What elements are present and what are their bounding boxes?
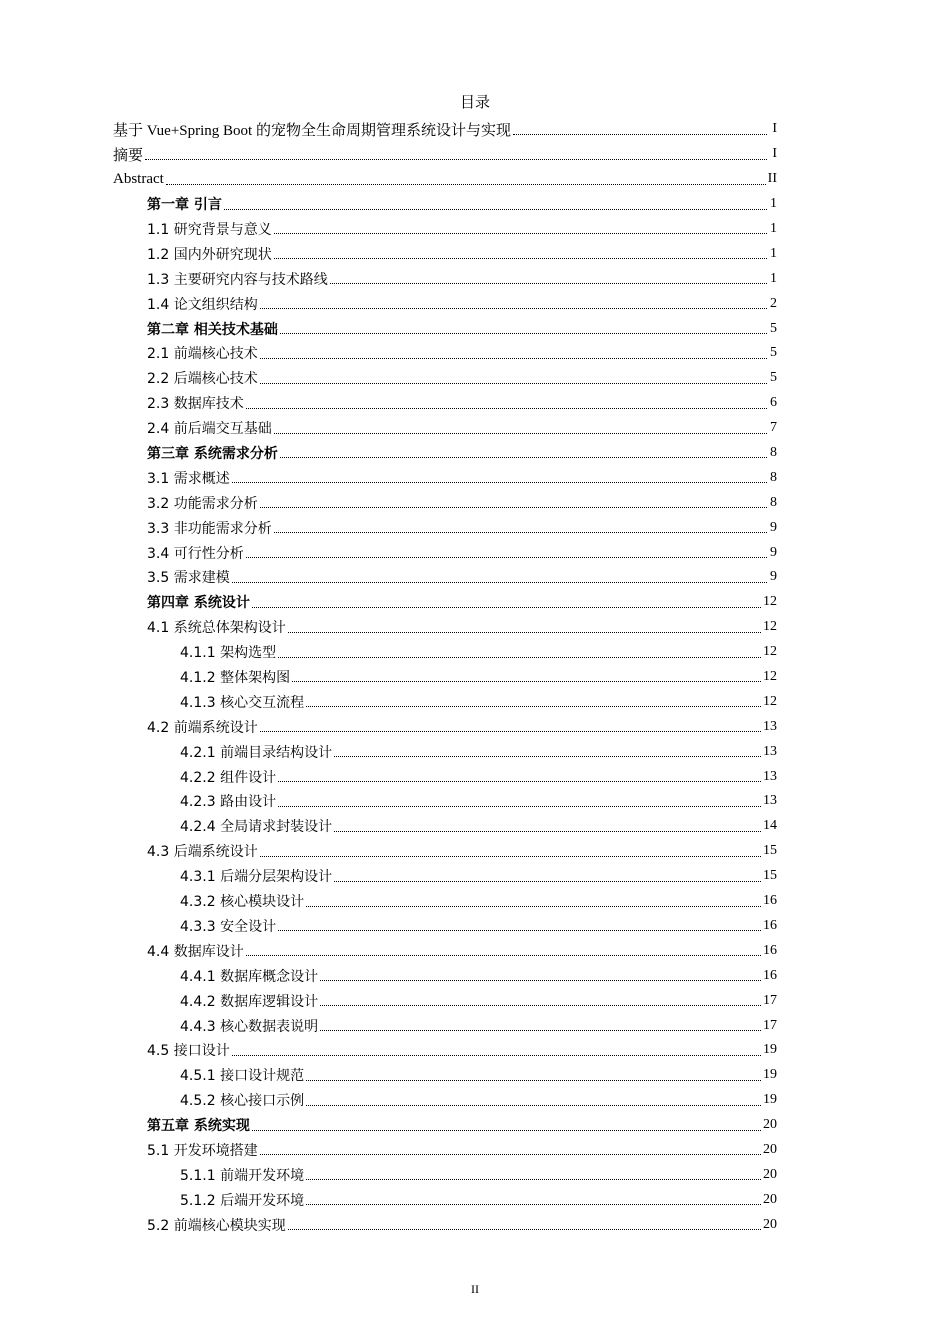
toc-entry[interactable] [113, 465, 777, 490]
toc-entry-page: 15 [763, 868, 777, 884]
toc-entry-page: 1 [770, 270, 777, 286]
toc-entry-page: 12 [763, 644, 777, 660]
toc-entry[interactable] [113, 689, 777, 714]
toc-entry-page: 5 [770, 320, 777, 336]
toc-entry-page: 19 [763, 1042, 777, 1058]
toc-entry[interactable] [113, 142, 777, 167]
toc-entry[interactable] [113, 1038, 777, 1063]
toc-entry-page: 20 [763, 1216, 777, 1232]
toc-entry-title: 2.4 前后端交互基础 [147, 421, 272, 438]
toc-entry[interactable] [113, 1113, 777, 1138]
toc-entry-page: 20 [763, 1166, 777, 1182]
toc-dot-leader [292, 681, 761, 682]
toc-entry[interactable] [113, 914, 777, 939]
toc-entry-title: 4.2.4 全局请求封装设计 [180, 819, 333, 836]
toc-entry-title: 3.2 功能需求分析 [147, 495, 258, 512]
toc-entry-page: 20 [763, 1141, 777, 1157]
page-title: 目录 [459, 93, 490, 111]
toc-entry-page: 8 [770, 469, 777, 485]
toc-entry[interactable] [113, 839, 777, 864]
toc-dot-leader [232, 582, 767, 583]
toc-entry-title: 4.3 后端系统设计 [147, 844, 258, 861]
toc-dot-leader [306, 706, 761, 707]
toc-dot-leader [145, 159, 767, 160]
toc-dot-leader [306, 1204, 761, 1205]
toc-entry-page: 19 [763, 1067, 777, 1083]
toc-entry-title: 第二章 相关技术基础 [147, 321, 278, 338]
toc-dot-leader [252, 1130, 761, 1131]
toc-dot-leader [288, 1229, 761, 1230]
toc-dot-leader [320, 1005, 761, 1006]
toc-entry-page: 12 [763, 669, 777, 685]
toc-dot-leader [278, 806, 761, 807]
toc-entry-page: 17 [763, 992, 777, 1008]
toc-dot-leader [274, 433, 767, 434]
toc-entry-title: 4.2.1 前端目录结构设计 [180, 744, 333, 761]
toc-entry-page: 16 [763, 967, 777, 983]
toc-entry[interactable] [113, 1013, 777, 1038]
toc-entry[interactable] [113, 640, 777, 665]
toc-entry-page: 1 [770, 196, 777, 212]
toc-dot-leader [260, 856, 761, 857]
toc-dot-leader [280, 457, 767, 458]
toc-entry[interactable] [113, 540, 777, 565]
toc-entry-page: 9 [770, 569, 777, 585]
toc-entry-title: 4.5.1 接口设计规范 [180, 1068, 305, 1085]
toc-dot-leader [306, 1105, 761, 1106]
toc-dot-leader [320, 1030, 761, 1031]
toc-dot-leader [513, 134, 767, 135]
toc-entry-page: 16 [763, 893, 777, 909]
toc-entry-title: 5.1.2 后端开发环境 [180, 1192, 305, 1209]
toc-dot-leader [280, 333, 767, 334]
toc-dot-leader [260, 731, 761, 732]
toc-entry[interactable] [113, 615, 777, 640]
toc-entry-title: 4.4.1 数据库概念设计 [180, 968, 319, 985]
toc-entry-title: 4.3.3 安全设计 [180, 918, 277, 935]
toc-entry[interactable] [113, 814, 777, 839]
toc-entry-title: 4.1.2 整体架构图 [180, 670, 291, 687]
toc-entry-title: 1.1 研究背景与意义 [147, 222, 272, 238]
toc-dot-leader [224, 209, 767, 210]
toc-entry-title: 4.4.3 核心数据表说明 [180, 1018, 319, 1035]
toc-dot-leader [246, 955, 761, 956]
toc-entry[interactable] [113, 291, 777, 316]
toc-dot-leader [306, 906, 761, 907]
toc-entry[interactable] [113, 416, 777, 441]
toc-entry[interactable] [113, 316, 777, 341]
toc-entry-page: 13 [763, 718, 777, 734]
toc-entry-title: 4.2.3 路由设计 [180, 794, 277, 811]
toc-entry-title: 5.1.1 前端开发环境 [180, 1167, 305, 1184]
toc-dot-leader [260, 507, 767, 508]
toc-entry[interactable] [113, 590, 777, 615]
toc-entry-page: II [767, 171, 777, 187]
toc-entry-title: 基于 Vue+Spring Boot 的宠物全生命周期管理系统设计与实现 [113, 122, 511, 139]
toc-entry-title: 4.1.3 核心交互流程 [180, 694, 305, 711]
toc-entry[interactable] [113, 938, 777, 963]
toc-entry[interactable] [113, 864, 777, 889]
toc-entry-title: 4.2.2 组件设计 [180, 769, 277, 786]
toc-entry-title: 3.1 需求概述 [147, 470, 230, 487]
toc-entry[interactable] [113, 1162, 777, 1187]
toc-entry-title: 1.4 论文组织结构 [147, 296, 258, 313]
toc-entry[interactable] [113, 789, 777, 814]
toc-entry[interactable] [113, 764, 777, 789]
toc-entry-title: 4.4 数据库设计 [147, 943, 244, 960]
toc-entry[interactable] [113, 988, 777, 1013]
toc-entry-page: 16 [763, 917, 777, 933]
toc-entry[interactable] [113, 241, 777, 266]
toc-entry-title: 3.5 需求建模 [147, 570, 230, 587]
toc-dot-leader [260, 1154, 761, 1155]
toc-entry-page: 13 [763, 768, 777, 784]
toc-dot-leader [274, 532, 767, 533]
toc-entry-title: 5.2 前端核心模块实现 [147, 1217, 286, 1234]
toc-entry-page: 20 [763, 1191, 777, 1207]
toc-entry[interactable] [113, 1063, 777, 1088]
toc-entry-page: I [772, 146, 777, 162]
toc-entry-page: 1 [770, 245, 777, 261]
toc-entry-title: 4.2 前端系统设计 [147, 719, 258, 736]
toc-entry[interactable] [113, 341, 777, 366]
toc-entry-page: 13 [763, 743, 777, 759]
page-number: II [471, 1282, 479, 1296]
toc-entry[interactable] [113, 1187, 777, 1212]
toc-dot-leader [288, 632, 761, 633]
toc-dot-leader [278, 930, 761, 931]
table-of-contents [113, 117, 777, 1237]
toc-dot-leader [274, 233, 767, 234]
toc-entry-title: 2.1 前端核心技术 [147, 346, 258, 363]
toc-entry-page: 15 [763, 843, 777, 859]
toc-entry-title: 第五章 系统实现 [147, 1118, 250, 1135]
toc-entry-page: 2 [770, 295, 777, 311]
toc-dot-leader [306, 1080, 761, 1081]
toc-entry-page: 12 [763, 693, 777, 709]
toc-entry-title: 3.3 非功能需求分析 [147, 520, 272, 537]
toc-dot-leader [274, 258, 767, 259]
toc-entry-page: 17 [763, 1017, 777, 1033]
toc-dot-leader [246, 557, 767, 558]
toc-entry[interactable] [113, 515, 777, 540]
toc-entry-title: 2.2 后端核心技术 [147, 371, 258, 388]
toc-entry-title: 1.2 国内外研究现状 [147, 246, 272, 263]
toc-entry[interactable] [113, 565, 777, 590]
toc-entry-page: 5 [770, 345, 777, 361]
toc-entry-title: 2.3 数据库技术 [147, 396, 244, 413]
toc-entry-title: 4.5.2 核心接口示例 [180, 1093, 305, 1110]
toc-entry-page: 9 [770, 544, 777, 560]
toc-dot-leader [320, 980, 761, 981]
toc-entry[interactable] [113, 266, 777, 291]
toc-entry-page: 8 [770, 494, 777, 510]
toc-dot-leader [252, 607, 761, 608]
toc-entry[interactable] [113, 167, 777, 192]
toc-entry-title: 4.1.1 架构选型 [180, 645, 277, 662]
toc-entry-title: 第三章 系统需求分析 [147, 446, 278, 463]
toc-entry-page: I [772, 121, 777, 137]
toc-entry[interactable] [113, 1138, 777, 1163]
toc-entry-title: 4.5 接口设计 [147, 1043, 230, 1060]
toc-dot-leader [334, 831, 761, 832]
toc-entry-page: 1 [770, 221, 777, 236]
toc-entry[interactable] [113, 889, 777, 914]
toc-entry-page: 8 [770, 445, 777, 461]
toc-dot-leader [330, 283, 767, 284]
toc-entry[interactable] [113, 217, 777, 242]
toc-entry[interactable] [113, 391, 777, 416]
toc-dot-leader [246, 408, 767, 409]
toc-entry[interactable] [113, 963, 777, 988]
toc-entry-page: 5 [770, 370, 777, 386]
toc-entry[interactable] [113, 1212, 777, 1237]
toc-entry[interactable] [113, 739, 777, 764]
toc-entry[interactable] [113, 1088, 777, 1113]
toc-entry-title: 5.1 开发环境搭建 [147, 1142, 258, 1159]
toc-entry-title: 第一章 引言 [147, 197, 222, 214]
toc-dot-leader [260, 383, 767, 384]
toc-dot-leader [166, 184, 766, 185]
toc-entry-title: 4.3.1 后端分层架构设计 [180, 869, 333, 886]
toc-entry[interactable] [113, 192, 777, 217]
toc-entry-title: 摘要 [113, 147, 144, 164]
toc-entry-page: 12 [763, 619, 777, 635]
toc-entry-page: 16 [763, 942, 777, 958]
toc-entry-title: 第四章 系统设计 [147, 595, 250, 612]
toc-entry-page: 14 [763, 818, 777, 834]
toc-entry[interactable] [113, 441, 777, 466]
toc-entry-title: 4.3.2 核心模块设计 [180, 894, 305, 911]
toc-entry-title: 3.4 可行性分析 [147, 545, 244, 562]
toc-dot-leader [334, 881, 761, 882]
toc-entry-page: 7 [770, 420, 777, 436]
toc-entry[interactable] [113, 117, 777, 142]
toc-entry-title: 1.3 主要研究内容与技术路线 [147, 271, 328, 288]
toc-entry[interactable] [113, 714, 777, 739]
toc-entry-title: 4.1 系统总体架构设计 [147, 620, 286, 637]
toc-entry[interactable] [113, 366, 777, 391]
toc-dot-leader [260, 308, 767, 309]
toc-dot-leader [232, 1055, 761, 1056]
toc-entry-page: 9 [770, 519, 777, 535]
toc-dot-leader [334, 756, 761, 757]
toc-entry-title: Abstract [113, 170, 164, 187]
toc-entry[interactable] [113, 665, 777, 690]
toc-entry[interactable] [113, 490, 777, 515]
toc-dot-leader [278, 781, 761, 782]
toc-entry-title: 4.4.2 数据库逻辑设计 [180, 993, 319, 1010]
toc-dot-leader [232, 482, 767, 483]
toc-dot-leader [260, 358, 767, 359]
toc-entry-page: 20 [763, 1117, 777, 1133]
toc-entry-page: 12 [763, 594, 777, 610]
toc-dot-leader [278, 657, 761, 658]
toc-dot-leader [306, 1179, 761, 1180]
toc-entry-page: 19 [763, 1092, 777, 1108]
toc-entry-page: 13 [763, 793, 777, 809]
toc-entry-page: 6 [770, 395, 777, 411]
